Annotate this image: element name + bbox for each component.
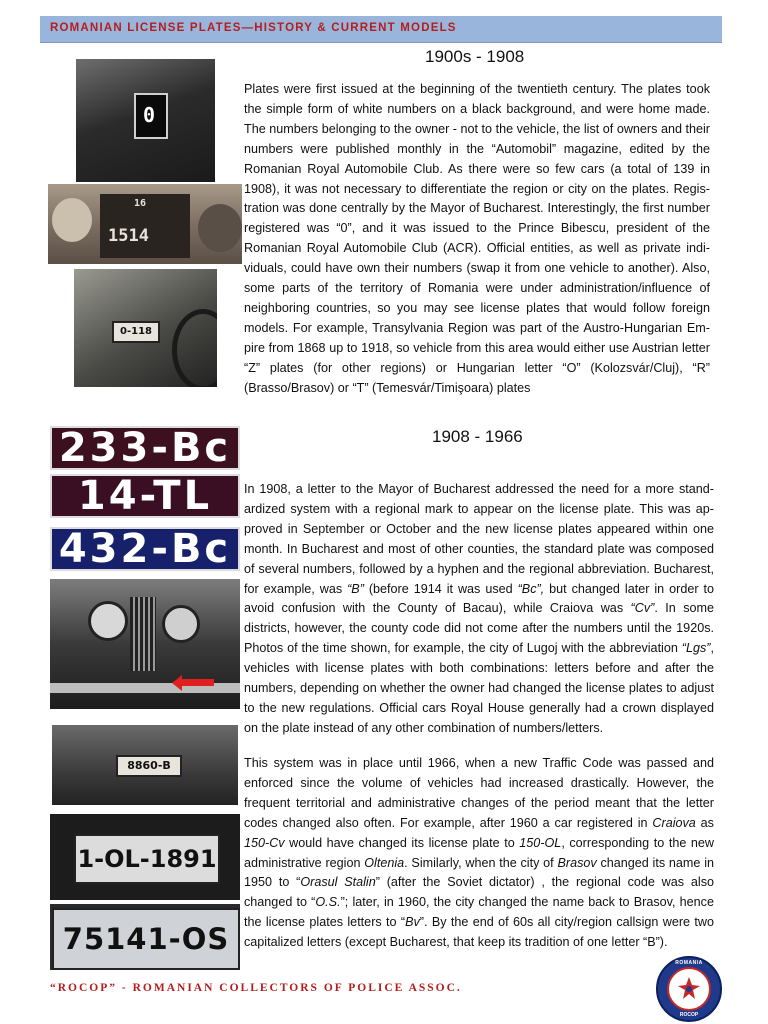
paragraph-1908-2: This system was in place until 1966, when a new Traffic Code was passed and enforced since the volume of vehicles had increased drastically. However, the frequent territorial and administrative changes of the period meant that the letter codes changed also often. For example, after 1960 a car registered in Craiova as 150-Cv would have changed its license plate to 150-OL, corresponding to the new administrative region Oltenia. Similarly, when the city of Brasov changed its name in 1950 to “Orasul Stalin” (after the Soviet dictator) , the regional code was also changed to “O.S.”; later, in 1960, the city changed the name back to Brasov, hence the license plates letters to “Bv”. By the end of 60s all city/region callsign were two capitalized letters (except Bucharest, that keep its tradition of one letter “B”). [244, 756, 715, 950]
plate-432-bc: 432-Bc [50, 527, 240, 571]
header-title: ROMANIAN LICENSE PLATES—HISTORY & CURRENT MODELS [50, 22, 457, 34]
rocop-seal-icon [656, 956, 722, 1022]
section-title-1900s: 1900s - 1908 [425, 47, 525, 66]
photo-early-car-zero [76, 59, 215, 182]
plate-0118: 0-118 [112, 321, 160, 343]
photo-vintage-car-front [50, 579, 240, 709]
footer-text: “ROCOP” - ROMANIAN COLLECTORS OF POLICE ASSOC. [50, 982, 462, 994]
photo-plate-8860-b [52, 725, 238, 805]
plate-zero [134, 93, 168, 139]
headlamp-left [88, 601, 128, 641]
plate-14-tl: 14-TL [50, 474, 240, 518]
seal-bottom-text: ROCOP [679, 1012, 699, 1018]
plate-1514 [100, 194, 190, 258]
plate-1514-text: 1514 [108, 226, 149, 246]
photo-plate-1514 [48, 184, 242, 264]
photo-plate-75141-os [50, 904, 240, 970]
cross-icon [678, 977, 700, 1001]
plate-233-bc: 233-Bc [50, 426, 240, 470]
radiator-grille [130, 597, 156, 671]
paragraph-1908-1: In 1908, a letter to the Mayor of Bucharest addressed the need for a more standardized system with a regional mark to appear on the license plate. This was approved in September or October and the new license plates appeared within one month. In Bucharest and most of other counties, the standard plate was composed of several numbers, followed by a hyphen and the regional abbreviation. Bucharest, for example, was “B” (before 1914 it was used “Bc”, but changed later in order to avoid confusion with the County of Bacau), while Craiova was “Cv”. In some districts, however, the county code did not come after the numbers until the 1920s. Photos of the time shown, for example, the city of Lugoj with the abbreviation “Lgs”, vehicles with license plates with both combinations: letters before and after the numbers, depending on whether the owner had changed the license plates to adjust to the new regulations. Official cars Royal House generally had a crown displayed on the plate instead of any other combination of numbers/letters. [244, 482, 714, 735]
plate-1-ol-1891: 1-OL-1891 [74, 834, 220, 884]
plate-75141-os: 75141-OS [52, 908, 240, 970]
section-title-1908-1966: 1908 - 1966 [432, 427, 523, 446]
plate-1514-top-text: 16 [134, 198, 147, 209]
headlamp-left [52, 198, 92, 242]
plate-zero-text: 0 [143, 103, 156, 127]
photo-plate-0118 [74, 269, 217, 387]
plate-8860-b: 8860-B [116, 755, 182, 777]
headlamp-right [198, 204, 242, 252]
red-arrow-icon [180, 679, 214, 686]
red-arrow-head-icon [172, 675, 182, 691]
paragraph-1900s: Plates were first issued at the beginning of the twentieth century. The plates took the simple form of white numbers on a black background, and were home made. The numbers belonging to the owner - not to the vehicle, the list of owners and their numbers were published monthly in the “Automobil” magazine, edited by the Romanian Royal Automobile Club. As there were so few cars (a total of 139 in 1908), it was not necessary to differentiate the region or city on the plates. Registration was done centrally by the Mayor of Bucharest. Interestingly, the first number registered was “0”, and it was issued to the Prince Bibescu, president of the Romanian Royal Automobile Club (ACR). Official entities, as well as private individuals, could have own their numbers (swap it from one vehicle to another). Also, some parts of the territory of Romania were under administration/influence of neighboring countries, so you may see license plates that would follow foreign models. For example, Transylvania Region was part of the Austro-Hungarian Empire from 1868 up to 1918, so vehicle from this area would either use Austrian letter “Z” plates (for other regions) or Hungarian letter “O” (Kolozsvár/Cluj), “R” (Brasso/Brasov) or “T” (Temesvár/Timişoara) plates [244, 82, 710, 395]
headlamp-right [162, 605, 200, 643]
seal-inner-ring [667, 967, 711, 1011]
wheel [172, 309, 217, 387]
seal-top-text: ROMANIA [675, 960, 703, 966]
photo-plate-1-ol-1891 [50, 814, 240, 900]
